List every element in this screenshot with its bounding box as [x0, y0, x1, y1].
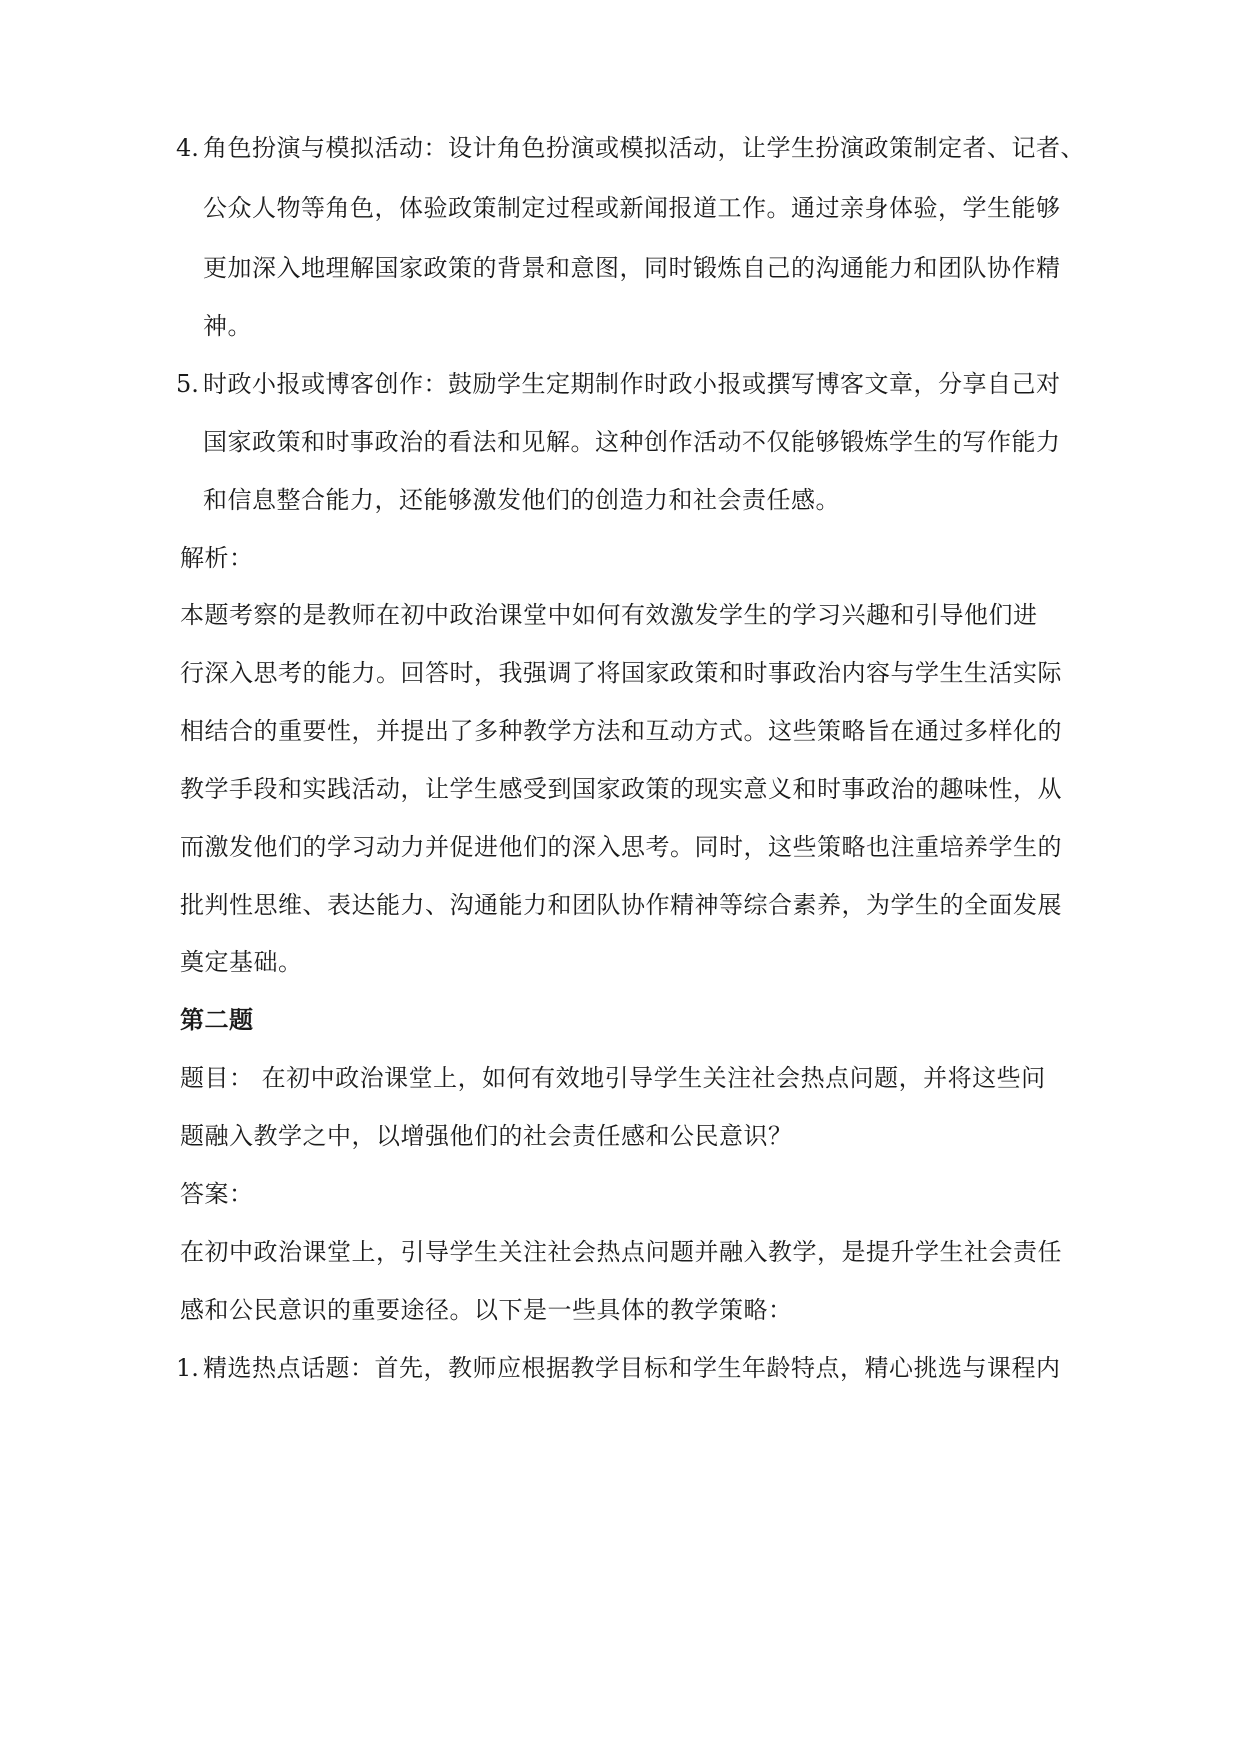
- item5-line-3: 和信息整合能力，还能够激发他们的创造力和社会责任感。: [203, 486, 840, 514]
- list-number-5: 5.: [176, 370, 199, 398]
- item5-line-2: 国家政策和时事政治的看法和见解。这种创作活动不仅能够锻炼学生的写作能力: [203, 428, 1061, 456]
- analysis-line-6: 批判性思维、表达能力、沟通能力和团队协作精神等综合素养，为学生的全面发展: [180, 891, 1062, 919]
- analysis-line-1: 本题考察的是教师在初中政治课堂中如何有效激发学生的学习兴趣和引导他们进: [180, 601, 1038, 629]
- list-number-1: 1.: [176, 1354, 199, 1382]
- question-prompt-line-1: 题目： 在初中政治课堂上，如何有效地引导学生关注社会热点问题，并将这些问: [180, 1064, 1046, 1092]
- analysis-line-3: 相结合的重要性，并提出了多种教学方法和互动方式。这些策略旨在通过多样化的: [180, 717, 1062, 745]
- question-prompt-line-2: 题融入教学之中，以增强他们的社会责任感和公民意识？: [180, 1122, 793, 1150]
- analysis-line-7: 奠定基础。: [180, 948, 303, 976]
- list-number-4: 4.: [176, 134, 199, 162]
- item1-line-1: 精选热点话题：首先，教师应根据教学目标和学生年龄特点，精心挑选与课程内: [203, 1354, 1061, 1382]
- analysis-line-4: 教学手段和实践活动，让学生感受到国家政策的现实意义和时事政治的趣味性，从: [180, 775, 1062, 803]
- question-heading: 第二题: [180, 1005, 254, 1034]
- item4-line-4: 神。: [203, 312, 252, 340]
- answer-line-2: 感和公民意识的重要途径。以下是一些具体的教学策略：: [180, 1296, 793, 1324]
- analysis-line-5: 而激发他们的学习动力并促进他们的深入思考。同时，这些策略也注重培养学生的: [180, 833, 1062, 861]
- analysis-label: 解析：: [180, 544, 254, 572]
- answer-label: 答案：: [180, 1180, 254, 1208]
- item4-line-3: 更加深入地理解国家政策的背景和意图，同时锻炼自己的沟通能力和团队协作精: [203, 254, 1061, 282]
- item4-line-1: 角色扮演与模拟活动：设计角色扮演或模拟活动，让学生扮演政策制定者、记者、: [203, 134, 1085, 162]
- item5-line-1: 时政小报或博客创作：鼓励学生定期制作时政小报或撰写博客文章，分享自己对: [203, 370, 1061, 398]
- analysis-line-2: 行深入思考的能力。回答时，我强调了将国家政策和时事政治内容与学生生活实际: [180, 659, 1062, 687]
- item4-line-2: 公众人物等角色，体验政策制定过程或新闻报道工作。通过亲身体验，学生能够: [203, 194, 1061, 222]
- answer-line-1: 在初中政治课堂上，引导学生关注社会热点问题并融入教学，是提升学生社会责任: [180, 1238, 1062, 1266]
